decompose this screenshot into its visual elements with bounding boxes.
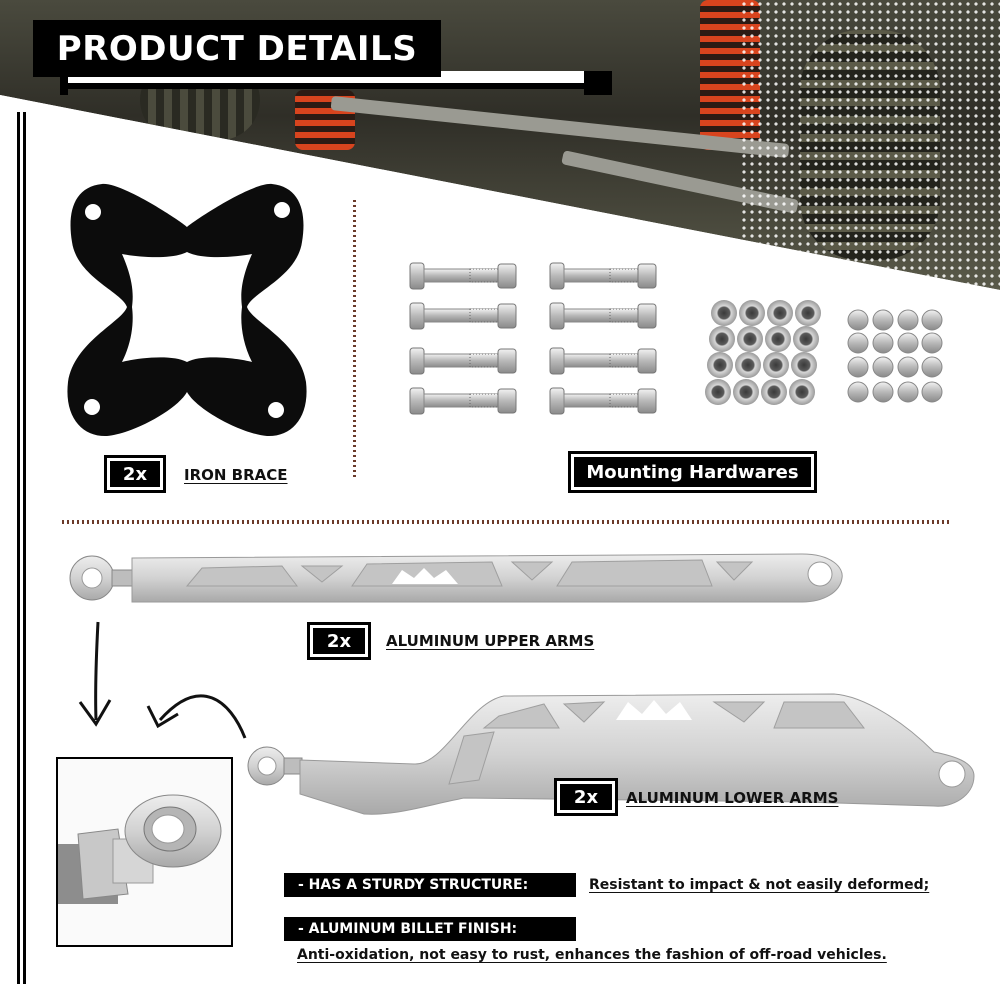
divider-horizontal	[62, 520, 950, 524]
upper-arms-label: ALUMINUM UPPER ARMS	[386, 632, 595, 650]
feature-2-title: - ALUMINUM BILLET FINISH:	[284, 917, 576, 941]
mounting-hardware-label-box	[568, 451, 817, 493]
feature-1-title: - HAS A STURDY STRUCTURE:	[284, 873, 576, 897]
iron-brace-qty: 2x	[104, 455, 166, 493]
iron-brace-image	[62, 182, 312, 442]
divider-vertical	[353, 200, 356, 478]
lower-arms-qty: 2x	[554, 778, 618, 816]
upper-arm-image	[62, 540, 852, 610]
iron-brace-label: IRON BRACE	[184, 466, 288, 484]
arrow-icons	[70, 620, 270, 740]
mounting-hardware-image	[400, 255, 940, 425]
mounting-hardware-label: Mounting Hardwares	[574, 457, 811, 487]
upper-arms-qty: 2x	[307, 622, 371, 660]
feature-1-desc: Resistant to impact & not easily deformed;	[589, 877, 930, 893]
feature-2-desc: Anti-oxidation, not easy to rust, enhances the fashion of off-road vehicles.	[297, 947, 887, 963]
left-rule-1	[17, 112, 20, 984]
lower-arms-label: ALUMINUM LOWER ARMS	[626, 789, 839, 807]
page-title: PRODUCT DETAILS	[56, 28, 418, 69]
left-rule-2	[23, 112, 26, 984]
title-box	[33, 20, 441, 77]
rod-end-detail-image	[56, 757, 233, 947]
